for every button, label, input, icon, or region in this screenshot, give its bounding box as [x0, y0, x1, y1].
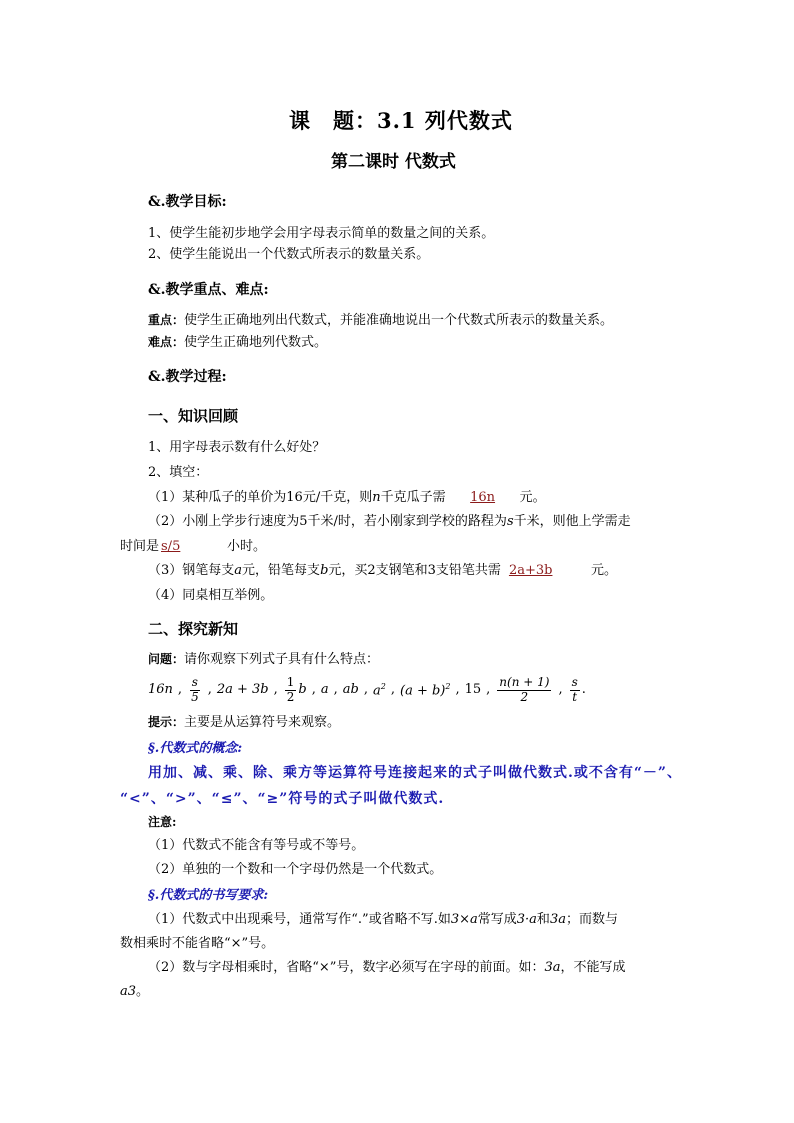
fill1-post: 元。 — [519, 490, 546, 505]
expr-half: $\frac{1}{2}$ — [286, 674, 295, 704]
expr-half-var: b — [298, 682, 307, 698]
difficult-point — [148, 335, 327, 351]
expr-15: 15 — [464, 682, 482, 698]
fill2-pre: （2）小刚上学步行速度为5千米/时，若小刚家到学校的路程为 — [148, 514, 507, 529]
fill3-post: 元。 — [590, 563, 617, 578]
fill2-post: 小时。 — [227, 539, 267, 554]
fill1-pre: （1）某种瓜子的单价为16元/千克，则 — [148, 490, 373, 505]
key-point — [148, 313, 613, 329]
hint — [148, 715, 340, 731]
expr-s-over-5: $\frac{s}{5}$ — [191, 674, 199, 704]
expr-a: a — [320, 682, 329, 698]
expr-end: . — [581, 682, 586, 698]
review-heading: 一、知识回顾 — [148, 407, 239, 425]
difficult-text: 使学生正确地列代数式。 — [184, 335, 328, 350]
fill1-mid: 千克瓜子需 — [380, 490, 446, 505]
review-question-2: 2、填空： — [148, 465, 209, 480]
page-subtitle: 第二课时 代数式 — [331, 152, 456, 172]
review-question-1: 1、用字母表示数有什么好处？ — [148, 440, 326, 455]
fill1-var: n — [372, 490, 381, 505]
fill3-pre: （3）钢笔每支 — [148, 563, 235, 578]
goals-heading: &.教学目标: — [148, 194, 227, 210]
fill3-var-a: a — [234, 563, 243, 578]
concept-definition-line2: “<”、“>”、“≤”、“≥”符号的式子叫做代数式. — [120, 791, 445, 807]
keypoints-heading: &.教学重点、难点: — [148, 282, 269, 298]
expr-2a-plus-3b: 2a + 3b — [216, 682, 269, 698]
fill3-mid2: 元，买2支钢笔和3支铅笔共需 — [328, 563, 501, 578]
question-text: 请你观察下列式子具有什么特点： — [184, 652, 380, 667]
fill3-answer: 2a+3b — [508, 563, 553, 578]
explore-heading: 二、探究新知 — [148, 620, 239, 638]
fill2-line1-post: 千米，则他上学需走 — [513, 514, 631, 529]
writing-rule-1-line1 — [148, 912, 618, 928]
note-heading: 注意: — [148, 815, 177, 829]
rule2-ex: 3a — [544, 960, 561, 975]
fill2-line2-pre: 时间是 — [120, 539, 160, 554]
rule2-pre: （2）数与字母相乘时，省略“×”号，数字必须写在字母的前面。如： — [148, 960, 545, 975]
concept-definition-line1: 用加、减、乘、除、乘方等运算符号连接起来的式子叫做代数式.或不含有“－”、 — [148, 765, 682, 781]
rule1-pre: （1）代数式中出现乘号，通常写作“.”或省略不写.如 — [148, 912, 451, 927]
fill1-answer: 16n — [470, 490, 496, 505]
rule1-post: ；而数与 — [565, 912, 618, 927]
writing-rule-2-line2 — [120, 984, 149, 1000]
fill-item-1 — [148, 490, 546, 506]
expr-16n: 16n — [148, 682, 173, 698]
writing-rule-1-line2: 数相乘时不能省略“×”号。 — [120, 936, 275, 951]
rule1-ex1: 3×a — [450, 912, 478, 927]
goal-item-1: 1、使学生能初步地学会用字母表示简单的数量之间的关系。 — [148, 226, 495, 241]
explore-question — [148, 652, 379, 668]
key-text: 使学生正确地列出代数式，并能准确地说出一个代数式所表示的数量关系。 — [184, 313, 614, 328]
expr-ab: ab — [342, 682, 359, 698]
fill-item-2-line1 — [148, 514, 631, 530]
expr-a-squared: $a^2$ — [373, 681, 386, 698]
hint-text: 主要是从运算符号来观察。 — [184, 715, 341, 730]
fill3-mid1: 元，铅笔每支 — [242, 563, 321, 578]
fill2-var: s — [506, 514, 514, 529]
writing-heading: §.代数式的书写要求: — [148, 888, 269, 903]
expr-n-n-plus-1-over-2: $\frac{n(n + 1)}{2}$ — [499, 674, 550, 704]
fill-item-2-line2 — [120, 539, 266, 555]
question-label: 问题： — [148, 652, 185, 666]
rule2-bad-example: a3 — [120, 984, 137, 999]
difficult-label: 难点： — [148, 335, 185, 349]
rule1-ex3: 3a — [549, 912, 566, 927]
goal-item-2: 2、使学生能说出一个代数式所表示的数量关系。 — [148, 247, 430, 262]
page-title: 课 题：3.1 列代数式 — [289, 108, 513, 133]
fill-item-4: （4）同桌相互举例。 — [148, 588, 274, 603]
expr-a-plus-b-squared: $(a + b)^2$ — [400, 681, 451, 698]
fill3-var-b: b — [320, 563, 329, 578]
note-item-1: （1）代数式不能含有等号或不等号。 — [148, 838, 365, 853]
note-item-2: （2）单独的一个数和一个字母仍然是一个代数式。 — [148, 862, 443, 877]
concept-heading: §.代数式的概念: — [148, 741, 243, 756]
rule1-ex2: 3·a — [516, 912, 537, 927]
key-label: 重点： — [148, 313, 185, 327]
hint-label: 提示： — [148, 715, 185, 729]
fill2-answer: s/5 — [161, 539, 181, 554]
expression-list: 16n , $\frac{s}{5}$ , 2a + 3b , $\frac{1}{2}$ b , a , ab , $a^2$ , $(a + b)^2$ , 15 , $\frac{n(n + 1)}{2}$ , $\frac{s}{t}$ . — [148, 674, 586, 704]
process-heading: &.教学过程: — [148, 369, 227, 385]
rule1-and: 和 — [536, 912, 550, 927]
rule2-line2-post: 。 — [136, 984, 150, 999]
rule1-mid: 常写成 — [477, 912, 517, 927]
writing-rule-2-line1 — [148, 960, 626, 976]
fill-item-3 — [148, 563, 617, 579]
expr-s-over-t: $\frac{s}{t}$ — [571, 674, 578, 704]
rule2-post: ，不能写成 — [560, 960, 626, 975]
